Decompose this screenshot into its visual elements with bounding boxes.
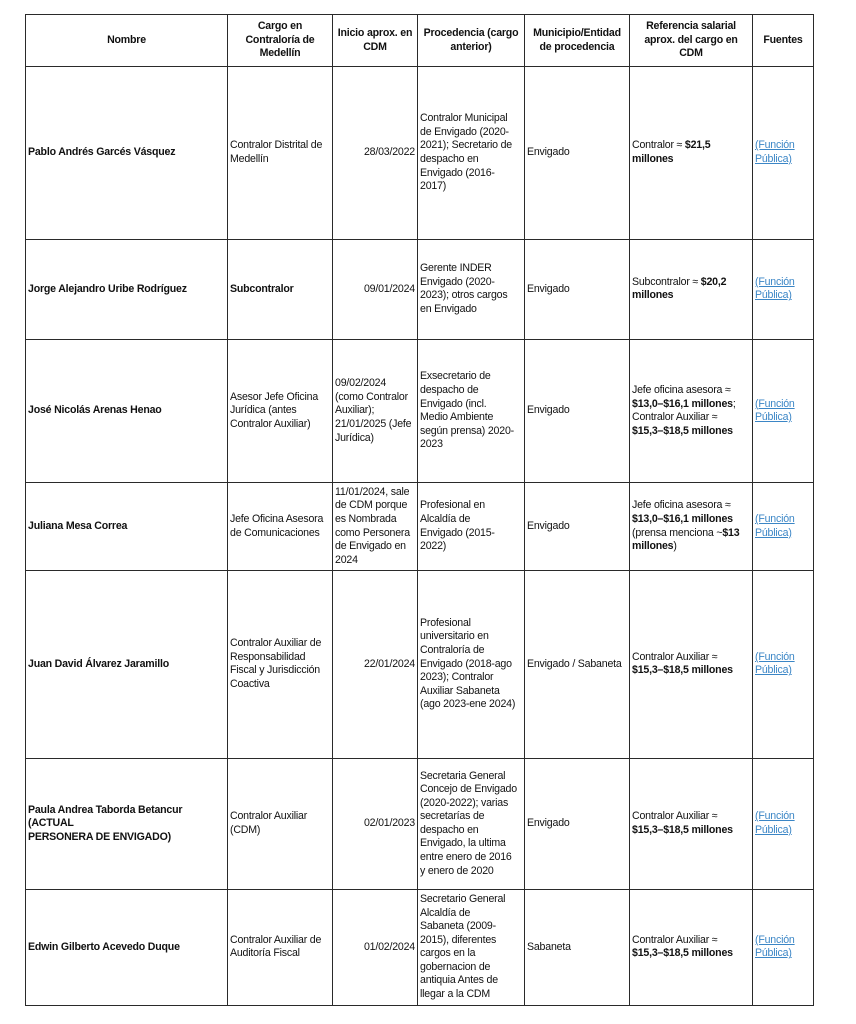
cell-cargo: Asesor Jefe Oficina Jurídica (antes Contralor Auxiliar): [228, 339, 333, 482]
cell-procedencia: Secretario General Alcaldía de Sabaneta (2009- 2015), diferentes cargos en la gobernacion de antiquia Antes de llegar a la CDM: [418, 889, 525, 1005]
cell-inicio: 02/01/2023: [333, 759, 418, 889]
cell-nombre: Pablo Andrés Garcés Vásquez: [26, 67, 228, 240]
cell-salario: Subcontralor ≈ $20,2 millones: [630, 239, 753, 339]
cell-cargo: Contralor Auxiliar de Auditoría Fiscal: [228, 889, 333, 1005]
table-row: [26, 239, 814, 339]
cell-nombre: José Nicolás Arenas Henao: [26, 339, 228, 482]
funcion-publica-link[interactable]: (Función Pública): [755, 933, 795, 960]
header-referencia: Referencia salarial aprox. del cargo en CDM: [630, 15, 753, 67]
cell-nombre: Paula Andrea Taborda Betancur (ACTUAL PERSONERA DE ENVIGADO): [26, 759, 228, 889]
cell-cargo: Subcontralor: [228, 239, 333, 339]
cell-salario: Contralor Auxiliar ≈ $15,3–$18,5 millones: [630, 889, 753, 1005]
cell-cargo: Jefe Oficina Asesora de Comunicaciones: [228, 483, 333, 570]
cell-fuente: [753, 889, 814, 1005]
cell-procedencia: Secretaria General Concejo de Envigado (2020-2022); varias secretarías de despacho en Envigado, la ultima entre enero de 2016 y enero de 2020: [418, 759, 525, 889]
cell-fuente: [753, 67, 814, 240]
cell-salario: Contralor ≈ $21,5 millones: [630, 67, 753, 240]
cell-municipio: Envigado: [525, 239, 630, 339]
cell-procedencia: Contralor Municipal de Envigado (2020- 2021); Secretario de despacho en Envigado (2016- 2017): [418, 67, 525, 240]
cell-salario: Contralor Auxiliar ≈ $15,3–$18,5 millones: [630, 759, 753, 889]
officials-table: [25, 14, 814, 1006]
header-inicio: Inicio aprox. en CDM: [333, 15, 418, 67]
header-row: [26, 15, 814, 67]
cell-nombre: Jorge Alejandro Uribe Rodríguez: [26, 239, 228, 339]
cell-fuente: [753, 239, 814, 339]
cell-cargo: Contralor Auxiliar (CDM): [228, 759, 333, 889]
funcion-publica-link[interactable]: (Función Pública): [755, 512, 795, 539]
cell-salario: Jefe oficina asesora ≈ $13,0–$16,1 millones; Contralor Auxiliar ≈ $15,3–$18,5 millones: [630, 339, 753, 482]
cell-fuente: [753, 483, 814, 570]
table-row: [26, 483, 814, 570]
cell-procedencia: Profesional universitario en Contraloría de Envigado (2018-ago 2023); Contralor Auxiliar Sabaneta (ago 2023-ene 2024): [418, 570, 525, 759]
cell-inicio: 28/03/2022: [333, 67, 418, 240]
table-row: [26, 67, 814, 240]
cell-inicio: 22/01/2024: [333, 570, 418, 759]
cell-inicio: 09/02/2024 (como Contralor Auxiliar); 21/01/2025 (Jefe Jurídica): [333, 339, 418, 482]
table-row: [26, 570, 814, 759]
cell-salario: Jefe oficina asesora ≈ $13,0–$16,1 millones (prensa menciona ~$13 millones): [630, 483, 753, 570]
header-procedencia: Procedencia (cargo anterior): [418, 15, 525, 67]
header-cargo: Cargo en Contraloría de Medellín: [228, 15, 333, 67]
header-fuentes: Fuentes: [753, 15, 814, 67]
header-nombre: Nombre: [26, 15, 228, 67]
cell-fuente: [753, 339, 814, 482]
header-municipio: Municipio/Entidad de procedencia: [525, 15, 630, 67]
cell-municipio: Envigado: [525, 483, 630, 570]
cell-nombre: Juan David Álvarez Jaramillo: [26, 570, 228, 759]
cell-municipio: Sabaneta: [525, 889, 630, 1005]
cell-procedencia: Exsecretario de despacho de Envigado (incl. Medio Ambiente según prensa) 2020- 2023: [418, 339, 525, 482]
cell-inicio: 11/01/2024, sale de CDM porque es Nombrada como Personera de Envigado en 2024: [333, 483, 418, 570]
cell-municipio: Envigado / Sabaneta: [525, 570, 630, 759]
cell-fuente: [753, 570, 814, 759]
cell-cargo: Contralor Distrital de Medellín: [228, 67, 333, 240]
funcion-publica-link[interactable]: (Función Pública): [755, 139, 795, 165]
table-row: [26, 889, 814, 1005]
cell-fuente: [753, 759, 814, 889]
cell-cargo: Contralor Auxiliar de Responsabilidad Fiscal y Jurisdicción Coactiva: [228, 570, 333, 759]
cell-nombre: Edwin Gilberto Acevedo Duque: [26, 889, 228, 1005]
cell-municipio: Envigado: [525, 67, 630, 240]
cell-municipio: Envigado: [525, 339, 630, 482]
cell-nombre: Juliana Mesa Correa: [26, 483, 228, 570]
cell-inicio: 01/02/2024: [333, 889, 418, 1005]
funcion-publica-link[interactable]: (Función Pública): [755, 650, 795, 677]
cell-salario: Contralor Auxiliar ≈ $15,3–$18,5 millones: [630, 570, 753, 759]
cell-procedencia: Gerente INDER Envigado (2020- 2023); otros cargos en Envigado: [418, 239, 525, 339]
funcion-publica-link[interactable]: (Función Pública): [755, 397, 795, 424]
cell-municipio: Envigado: [525, 759, 630, 889]
cell-procedencia: Profesional en Alcaldía de Envigado (2015- 2022): [418, 483, 525, 570]
funcion-publica-link[interactable]: (Función Pública): [755, 810, 795, 836]
cell-inicio: 09/01/2024: [333, 239, 418, 339]
table-row: [26, 759, 814, 889]
table-row: [26, 339, 814, 482]
funcion-publica-link[interactable]: (Función Pública): [755, 275, 795, 302]
